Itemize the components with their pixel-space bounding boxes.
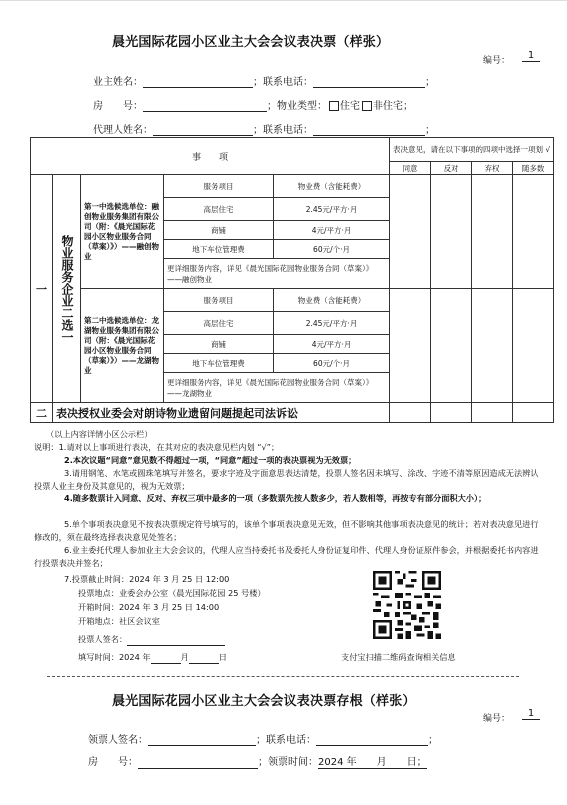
- vote-place-value: 业委会办公室（晨光国际花园 25 号楼）: [118, 588, 266, 598]
- semicolon: ；: [253, 125, 263, 136]
- stub-title: 晨光国际花园小区业主大会会议表决票存根（样张）: [112, 694, 416, 709]
- room-row: [93, 97, 413, 112]
- stub-phone-label: 联系电话：: [266, 735, 316, 746]
- agent-phone-field[interactable]: [313, 124, 425, 136]
- agent-row: [93, 121, 435, 136]
- page-border-top: [0, 0, 567, 1]
- candidate1-majority-cell[interactable]: [513, 175, 554, 289]
- candidate2-detail: 更详细服务内容，详见《晨光国际花园物业服务合同（草案）》——龙湖物业: [164, 373, 390, 403]
- room-field[interactable]: [143, 100, 267, 112]
- vote-place-label: 投票地点：: [78, 588, 119, 598]
- fee-item: 商铺: [164, 335, 274, 354]
- deadline-row: [64, 573, 229, 586]
- candidate1-detail: 更详细服务内容，详见《晨光国际花园物业服务合同（草案）》——融创物业: [164, 259, 390, 289]
- ballot-title: 晨光国际花园小区业主大会会议表决票（样张）: [112, 35, 390, 50]
- count-time-row: [78, 601, 219, 614]
- deadline-label: 7.投票截止时间：: [64, 574, 130, 584]
- cut-line: [47, 676, 519, 677]
- month-label: 月: [180, 652, 189, 662]
- owner-name-label: 业主姓名：: [93, 77, 143, 88]
- candidate2-oppose-cell[interactable]: [431, 289, 472, 403]
- semicolon: ；: [258, 757, 268, 768]
- vote-place-row: [78, 587, 266, 600]
- agent-phone-label: 联系电话：: [263, 125, 313, 136]
- semicolon: ；: [256, 735, 266, 746]
- semicolon: ；: [428, 735, 438, 746]
- fee-price: 60元/个·月: [274, 240, 390, 259]
- col-abstain: 弃权: [472, 162, 513, 175]
- voting-table: [30, 137, 554, 423]
- notes-intro: （以上内容详情小区公示栏）: [46, 429, 153, 439]
- agent-name-label: 代理人姓名：: [93, 125, 153, 136]
- serial-number: 1: [522, 50, 540, 62]
- fee-item: 地下车位管理费: [164, 240, 274, 259]
- stub-time-value: 2024 年 月 日；: [318, 757, 427, 768]
- candidate1-oppose-cell[interactable]: [431, 175, 472, 289]
- candidate2-abstain-cell[interactable]: [472, 289, 513, 403]
- candidate2-name: 第二中选候选单位：龙湖物业服务集团有限公司（附：《晨光国际花园小区物业服务合同（草案）》）——龙湖物业: [81, 289, 164, 403]
- note-1: 说明：1.请对以上事项进行表决，在其对应的表决意见栏内划 “√”；: [34, 442, 280, 452]
- stub-phone-field[interactable]: [316, 734, 428, 746]
- note-4: 4.随多数票计入同意、反对、弃权三项中最多的一项（多数票先按人数多少，若人数相等，再按专有部分面积大小）；: [64, 493, 487, 503]
- note-3: 3.请用钢笔、水笔或圆珠笔填写并签名，要求字迹及字面意思表达清楚，投票人签名因未填写、涂改、字迹不清等原因造成无法辨认投票人业主身份及其意见的，视为无效票；: [34, 468, 539, 491]
- owner-name-field[interactable]: [143, 76, 253, 88]
- receiver-field[interactable]: [148, 734, 256, 746]
- phone-label: 联系电话：: [263, 77, 313, 88]
- phone-field[interactable]: [313, 76, 425, 88]
- fee-header-price: 物业费（含能耗费）: [274, 289, 390, 312]
- qr-code-icon: [373, 571, 441, 639]
- fee-price: 60元/个·月: [274, 354, 390, 373]
- stub-time-label: 领票时间：: [268, 757, 318, 768]
- room-label: 房 号：: [93, 101, 143, 112]
- semicolon: ；: [267, 101, 277, 112]
- section2-number: 二: [31, 403, 53, 423]
- non-residential-label: 非住宅: [373, 101, 403, 112]
- section2-oppose-cell[interactable]: [431, 403, 472, 423]
- residential-label: 住宅: [340, 101, 360, 112]
- section2-majority-cell[interactable]: [513, 403, 554, 423]
- count-place-value: 社区会议室: [118, 616, 160, 626]
- section2-title: 表决授权业委会对朗诗物业遗留问题提起司法诉讼: [53, 403, 390, 423]
- stub-room-field[interactable]: [138, 757, 258, 769]
- note-2: 2.本次议题“同意”意见数不得超过一项，“同意”超过一项的表决票视为无效票；: [64, 455, 357, 465]
- stub-receiver-row: [88, 731, 438, 746]
- fee-price: 2.45元/平方·月: [274, 312, 390, 335]
- fill-time-row: [78, 651, 227, 664]
- section1-number: 一: [31, 175, 53, 403]
- stub-serial-label: 编号：: [483, 714, 511, 724]
- voter-sign-row: [78, 633, 225, 646]
- section1-title: [53, 175, 81, 403]
- count-time-label: 开箱时间：: [78, 602, 119, 612]
- semicolon: ；: [425, 77, 435, 88]
- col-oppose: 反对: [431, 162, 472, 175]
- fee-item: 高层住宅: [164, 312, 274, 335]
- section2-abstain-cell[interactable]: [472, 403, 513, 423]
- header-opinion: 表决意见，请在以下事项的四项中选择一项划 √: [390, 138, 554, 162]
- fill-month-field[interactable]: [151, 652, 181, 664]
- note-6: 6.业主委托代理人参加业主大会会议的，代理人应当持委托书及委托人身份证复印件、代理人身份证原件参会，并根据委托书内容进行投票表决并签名；: [34, 545, 539, 568]
- count-time-value: 2024 年 3 月 25 日 14:00: [118, 602, 220, 612]
- semicolon: ；: [403, 101, 413, 112]
- semicolon: ；: [253, 77, 263, 88]
- col-agree: 同意: [390, 162, 431, 175]
- fee-header-price: 物业费（含能耗费）: [274, 175, 390, 198]
- fee-price: 4元/平方·月: [274, 335, 390, 354]
- property-type-label: 物业类型：: [277, 101, 327, 112]
- residential-checkbox[interactable]: [329, 101, 339, 111]
- deadline-value: 2024 年 3 月 25 日 12:00: [129, 574, 230, 584]
- col-majority: 随多数: [513, 162, 554, 175]
- fee-item: 商铺: [164, 221, 274, 240]
- note-5: 5.单个事项表决意见不按表决票规定符号填写的，该单个事项表决意见无效，但不影响其他事项表决意见的统计；若对表决意见进行修改的，须在最终选择表决意见处签名；: [34, 519, 539, 542]
- fee-header-item: 服务项目: [164, 175, 274, 198]
- fee-price: 4元/平方·月: [274, 221, 390, 240]
- agent-name-field[interactable]: [153, 124, 253, 136]
- candidate1-name: 第一中选候选单位：融创物业服务集团有限公司（附：《晨光国际花园小区物业服务合同（草案）》）——融创物业: [81, 175, 164, 289]
- day-label: 日: [218, 652, 227, 662]
- voter-sign-label: 投票人签名：: [78, 634, 128, 644]
- fill-time-label: 填写时间：2024 年: [78, 652, 151, 662]
- count-place-label: 开箱地点：: [78, 616, 119, 626]
- voter-sign-field[interactable]: [127, 634, 225, 646]
- stub-serial-number: 1: [522, 708, 540, 720]
- candidate2-majority-cell[interactable]: [513, 289, 554, 403]
- serial-label: 编号：: [483, 56, 511, 66]
- fee-price: 2.45元/平方·月: [274, 198, 390, 221]
- receiver-label: 领票人签名：: [88, 735, 148, 746]
- semicolon: ；: [425, 125, 435, 136]
- section2-agree-cell[interactable]: [390, 403, 431, 423]
- section1-title-text: 物业服务企业二选一: [60, 234, 74, 343]
- fee-header-item: 服务项目: [164, 289, 274, 312]
- stub-room-label: 房 号：: [88, 757, 138, 768]
- non-residential-checkbox[interactable]: [362, 101, 372, 111]
- qr-caption: 支付宝扫描二维码查询相关信息: [341, 652, 456, 662]
- stub-room-row: [88, 753, 427, 769]
- header-item: 事 项: [31, 138, 390, 175]
- fill-day-field[interactable]: [189, 652, 219, 664]
- owner-name-row: [93, 73, 435, 88]
- count-place-row: [78, 615, 160, 628]
- candidate2-agree-cell[interactable]: [390, 289, 431, 403]
- fee-item: 地下车位管理费: [164, 354, 274, 373]
- candidate1-abstain-cell[interactable]: [472, 175, 513, 289]
- fee-item: 高层住宅: [164, 198, 274, 221]
- candidate1-agree-cell[interactable]: [390, 175, 431, 289]
